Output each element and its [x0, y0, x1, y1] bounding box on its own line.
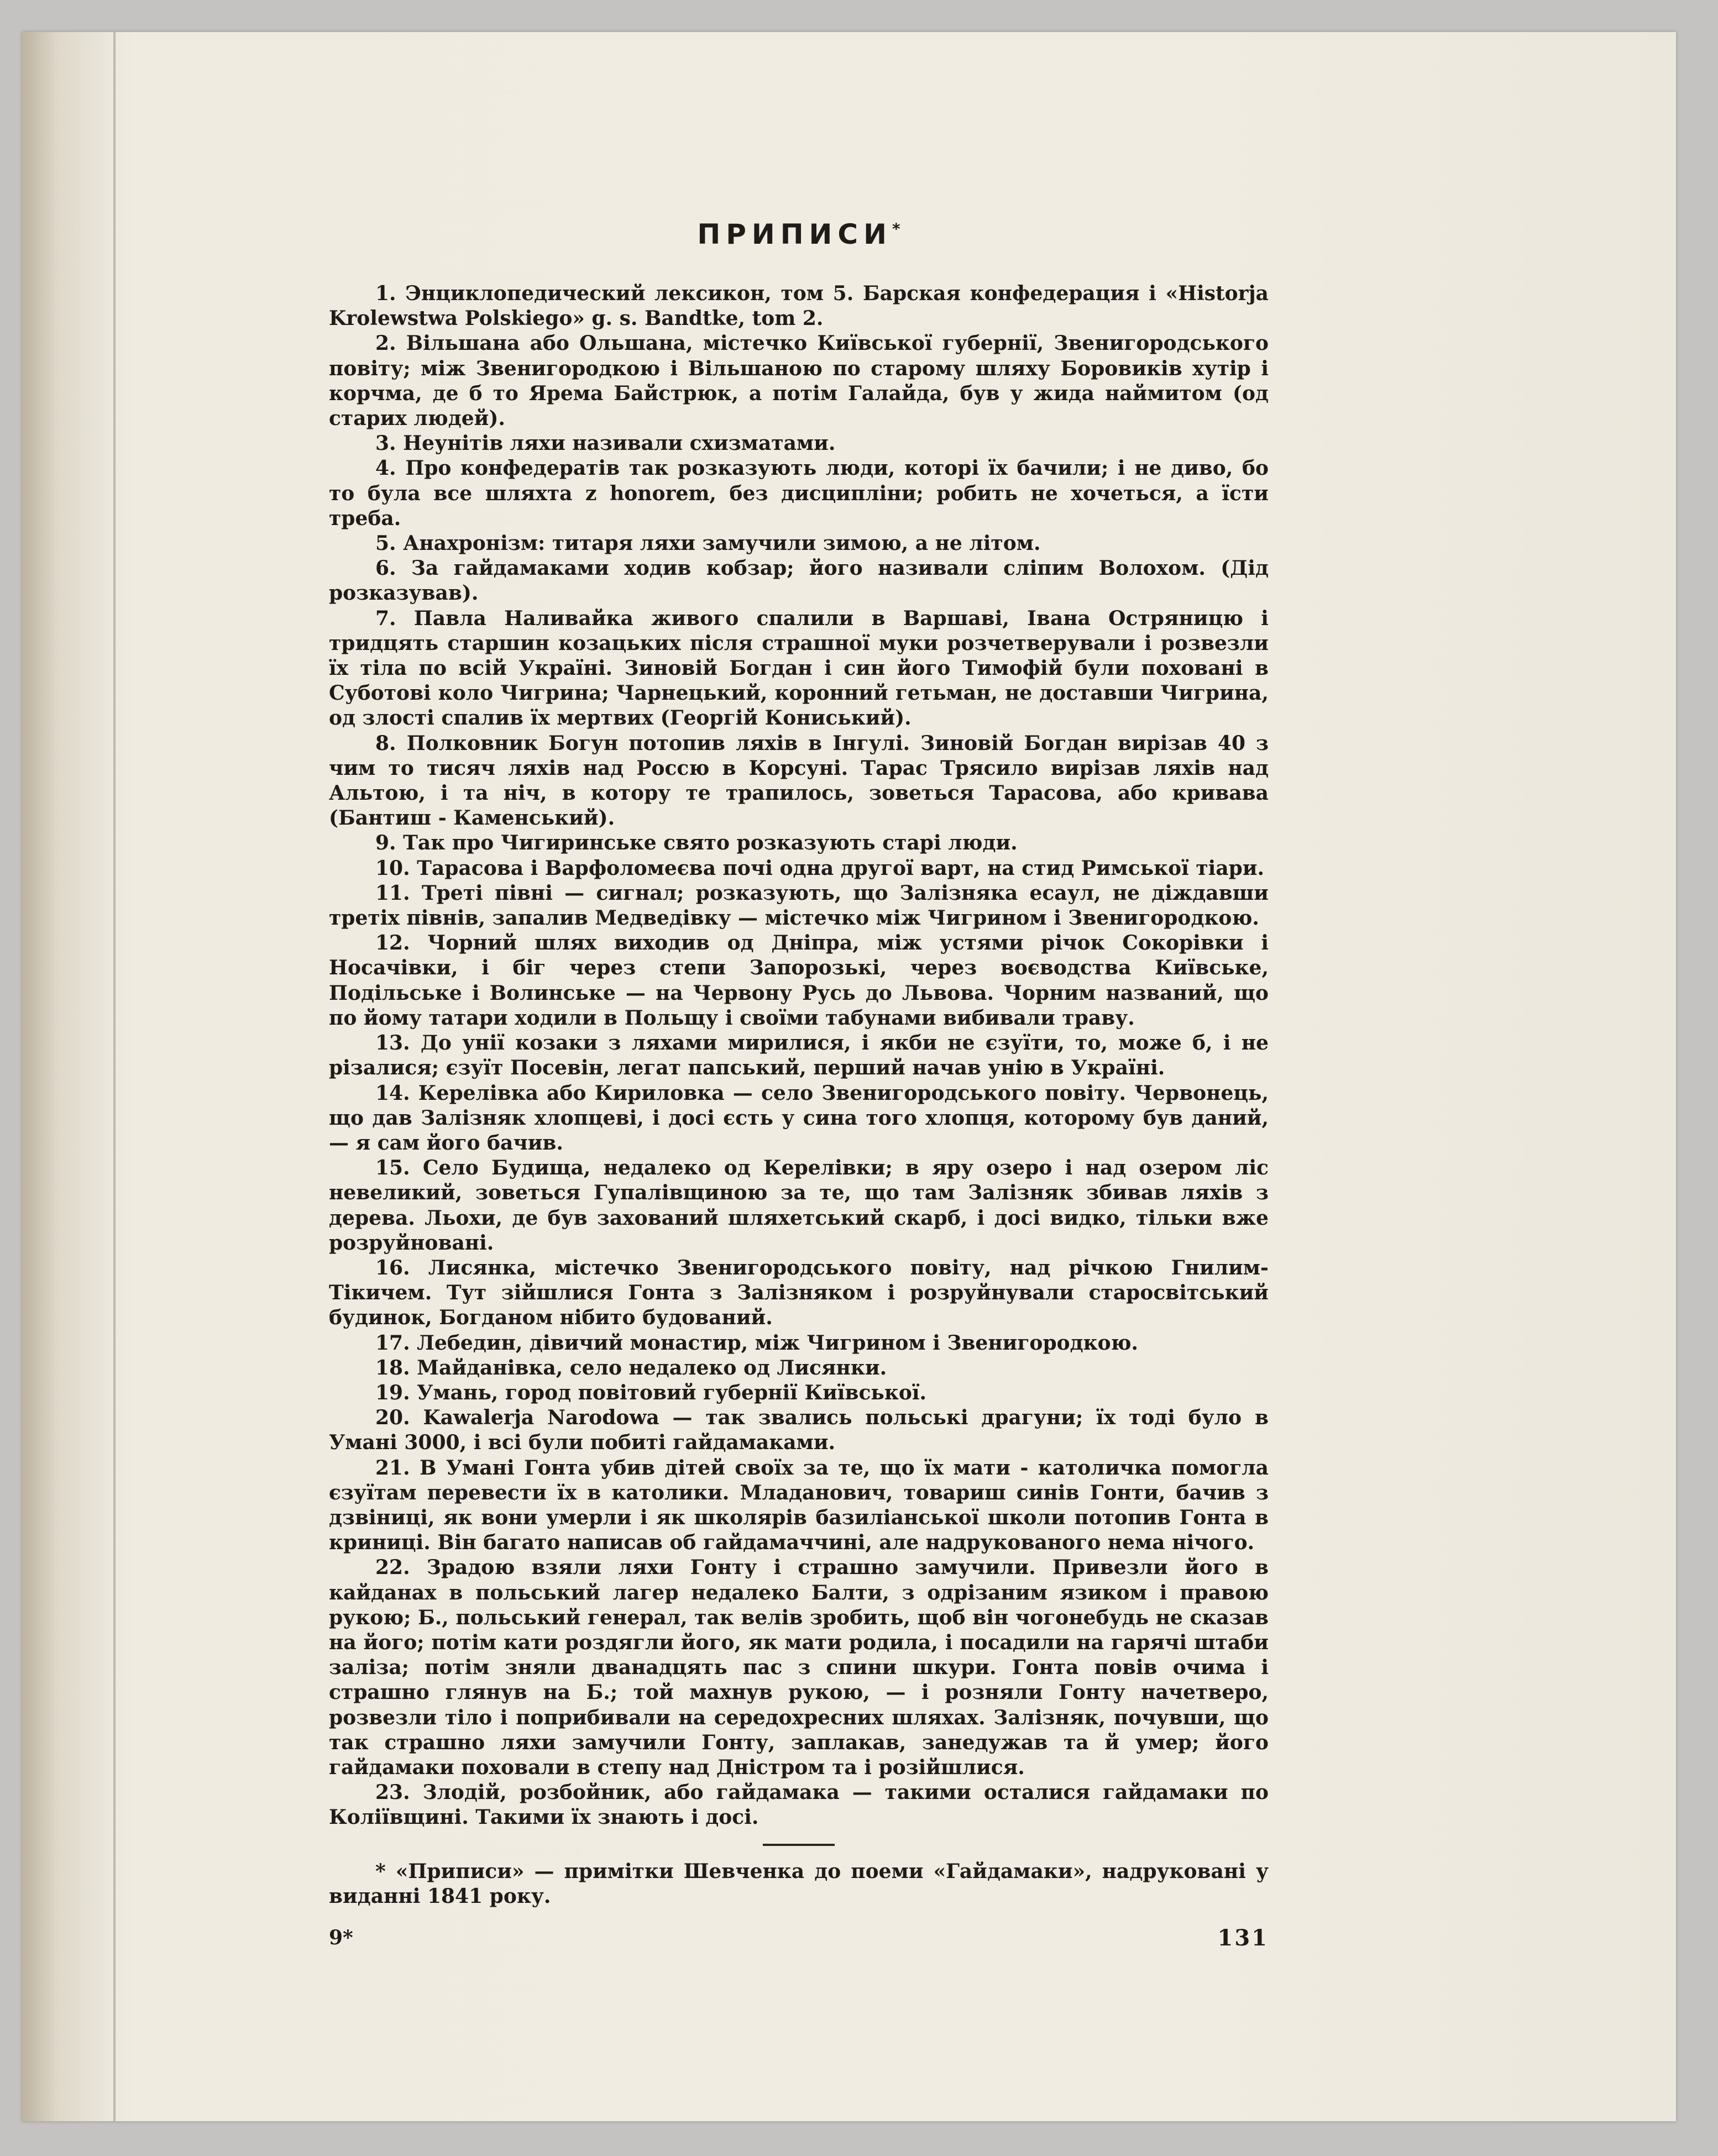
- note-item: 14. Керелівка або Кириловка — село Звенигородського повіту. Червонець, що дав Залізняк хлопцеві, і досі єсть у сина того хлопця, которому був даний, — я сам його бачив.: [329, 1081, 1269, 1155]
- note-item: 22. Зрадою взяли ляхи Гонту і страшно замучили. Привезли його в кайданах в польський лагер недалеко Балти, з одрізаним язиком і правою рукою; Б., польський генерал, так велів зробить, щоб він чогонебудь не сказав на його; потім кати роздягли його, як мати родила, і посадили на гарячі штаби заліза; потім зняли дванадцять пас з спини шкури. Гонта повів очима і страшно глянув на Б.; той махнув рукою, — і розняли Гонту начетверо, розвезли тіло і поприбивали на середохресних шляхах. Залізняк, почувши, що так страшно ляхи замучили Гонту, заплакав, занедужав та й умер; його гайдамаки поховали в степу над Дністром та і розійшлися.: [329, 1556, 1269, 1779]
- page-content: [329, 218, 1269, 1950]
- page-title-text: ПРИПИСИ: [697, 218, 892, 250]
- note-item: 15. Село Будища, недалеко од Керелівки; в яру озеро і над озером ліс невеликий, зоветься Гупалівщиною за те, що там Залізняк збивав ляхів з дерева. Льохи, де був захований шляхетський скарб, і досі видко, тільки вже розруйновані.: [329, 1156, 1269, 1255]
- note-item: 10. Тарасова і Варфоломеєва почі одна другої варт, на стид Римської тіари.: [375, 856, 1265, 880]
- page-number: 131: [1217, 1925, 1269, 1951]
- page-gutter-shadow: [22, 32, 133, 2121]
- page-fold: [113, 32, 116, 2121]
- printer-signature: 9*: [329, 1926, 353, 1949]
- note-item: 16. Лисянка, містечко Звенигородського повіту, над річкою Гнилим-Тікичем. Тут зійшлися Гонта з Залізняком і розруйнували старосвітський будинок, Богданом нібито будований.: [329, 1256, 1269, 1330]
- note-item: 9. Так про Чигиринське свято розказують старі люди.: [375, 831, 1018, 855]
- note-item: 23. Злодій, розбойник, або гайдамака — такими осталися гайдамаки по Коліївщині. Такими їх знають і досі.: [329, 1781, 1269, 1829]
- note-item: 6. За гайдамаками ходив кобзар; його називали сліпим Волохом. (Дід розказував).: [329, 557, 1269, 605]
- note-item: 4. Про конфедератів так розказують люди, которі їх бачили; і не диво, бо то була все шляхта z honorem, без дисципліни; робить не хочеться, а їсти треба.: [329, 457, 1269, 530]
- note-item: 2. Вільшана або Ольшана, містечко Київської губернії, Звенигородського повіту; між Звенигородкою і Вільшаною по старому шляху Боровиків хутір і корчма, де б то Ярема Байстрюк, а потім Галайда, був у жида наймитом (од старих людей).: [329, 332, 1269, 431]
- note-item: 11. Треті півні — сигнал; розказують, що Залізняка есаул, не діждавши третіх півнів, запалив Медведівку — містечко між Чигрином і Звенигородкою.: [329, 881, 1269, 930]
- page-footer: [329, 1926, 1269, 1950]
- note-item: 12. Чорний шлях виходив од Дніпра, між устями річок Сокорівки і Носачівки, і біг через степи Запорозькі, через воєводства Київське, Подільське і Волинське — на Червону Русь до Львова. Чорним названий, що по йому татари ходили в Польщу і своїми табунами вибивали траву.: [329, 931, 1269, 1030]
- footnote: * «Приписи» — примітки Шевченка до поеми «Гайдамаки», надруковані у виданні 1841 року.: [329, 1859, 1269, 1908]
- note-item: 3. Неунітів ляхи називали схизматами.: [375, 432, 836, 455]
- note-item: 19. Умань, город повітовий губернії Київської.: [375, 1381, 927, 1404]
- note-item: 13. До унії козаки з ляхами мирилися, і якби не єзуїти, то, може б, і не різалися; єзуїт Посевін, легат папський, перший начав унію в Україні.: [329, 1031, 1269, 1080]
- note-item: 18. Майданівка, село недалеко од Лисянки.: [375, 1356, 887, 1379]
- notes-list: [329, 281, 1269, 1830]
- page-title: [329, 218, 1269, 250]
- note-item: 1. Энциклопедический лексикон, том 5. Барская конфедерация і «Historja Krolewstwa Polskiego» g. s. Bandtke, tom 2.: [329, 282, 1269, 331]
- note-item: 5. Анахронізм: титаря ляхи замучили зимою, а не літом.: [375, 532, 1041, 555]
- footnote-mark: *: [892, 219, 900, 238]
- note-item: 17. Лебедин, дівичий монастир, між Чигрином і Звенигородкою.: [375, 1331, 1139, 1355]
- note-item: 20. Kawalerja Narodowa — так звались польські драгуни; їх тоді було в Умані 3000, і всі були побиті гайдамаками.: [329, 1406, 1269, 1455]
- note-item: 21. В Умані Гонта убив дітей своїх за те, що їх мати - католичка помогла єзуїтам перевести їх в католики. Младанович, товариш синів Гонти, бачив з дзвіниці, як вони умерли і як школярів базиліанської школи потопив Гонта в криниці. Він багато написав об гайдамаччині, але надрукованого нема нічого.: [329, 1456, 1269, 1555]
- footnote-divider: [763, 1844, 835, 1846]
- note-item: 8. Полковник Богун потопив ляхів в Інгулі. Зиновій Богдан вирізав 40 з чим то тисяч ляхів над Россю в Корсуні. Тарас Трясило вирізав ляхів над Альтою, і та ніч, в котору те трапилось, зоветься Тарасова, або кривава (Бантиш - Каменський).: [329, 731, 1269, 830]
- note-item: 7. Павла Наливайка живого спалили в Варшаві, Івана Остряницю і тридцять старшин козацьких після страшної муки розчетверували і розвезли їх тіла по всій Україні. Зиновій Богдан і син його Тимофій були поховані в Суботові коло Чигрина; Чарнецький, коронний гетьман, не доставши Чигрина, од злості спалив їх мертвих (Георгій Кониський).: [329, 606, 1269, 730]
